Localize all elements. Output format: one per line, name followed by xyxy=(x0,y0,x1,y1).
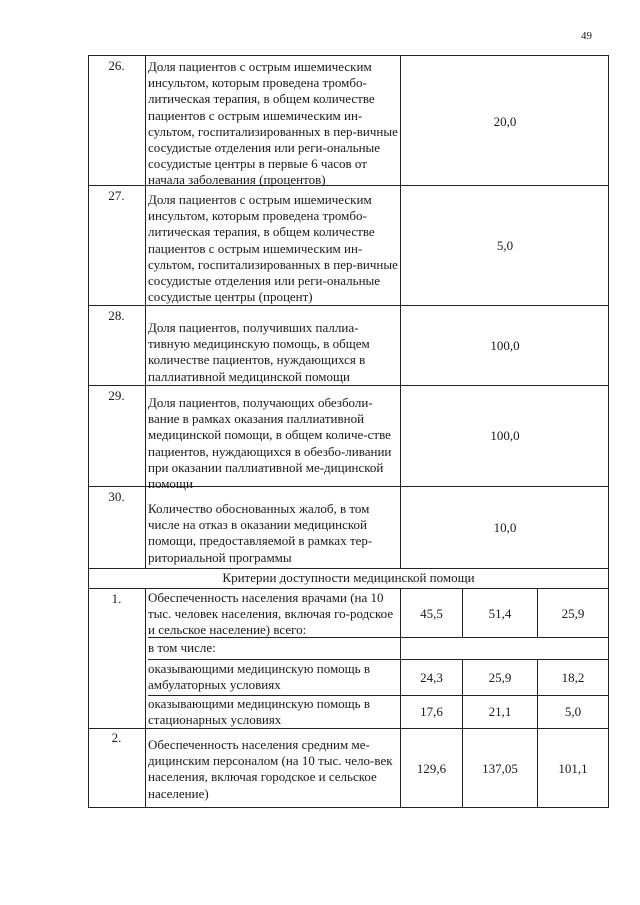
row-border xyxy=(88,807,609,808)
col-border xyxy=(145,55,146,568)
row-number: 26. xyxy=(108,58,125,73)
indicator-value: 25,9 xyxy=(488,670,512,685)
indicator-text: Доля пациентов, получивших паллиа-тивную медицинскую помощь, в общем количестве пациентов, нуждающихся в паллиативной медицинской помощи xyxy=(148,320,370,384)
row-border xyxy=(88,385,609,386)
col-border xyxy=(88,55,89,808)
indicator-value: 18,2 xyxy=(561,670,585,685)
row-border xyxy=(88,55,609,56)
indicator-value: 20,0 xyxy=(493,114,517,129)
indicators-table xyxy=(88,55,609,808)
indicator-text: Доля пациентов, получающих обезболи-вание в рамках оказания паллиативной медицинской помощи, в общем количе-стве пациентов, нуждающихся в обезбо-ливании при оказании паллиативной ме-дицинской помощи xyxy=(148,395,392,492)
row-number: 30. xyxy=(108,489,125,504)
indicator-text: Обеспеченность населения врачами (на 10 тыс. человек населения, включая го-родское и сельское население) всего: xyxy=(148,590,394,638)
col-border xyxy=(145,588,146,808)
indicator-value: 51,4 xyxy=(488,606,512,621)
indicator-text: оказывающими медицинскую помощь в амбулаторных условиях xyxy=(148,661,371,693)
indicator-text: Количество обоснованных жалоб, в том числе на отказ в оказании медицинской помощи, предоставляемой в рамках тер-риториальной программы xyxy=(148,501,373,565)
indicator-value: 100,0 xyxy=(490,428,520,443)
section-title: Критерии доступности медицинской помощи xyxy=(222,570,475,585)
row-border xyxy=(88,588,609,589)
indicator-value: 17,6 xyxy=(420,704,443,719)
indicator-text: в том числе: xyxy=(148,640,216,655)
indicator-value: 137,05 xyxy=(482,761,518,776)
row-border xyxy=(148,659,609,660)
col-border xyxy=(400,55,401,568)
indicator-text: Доля пациентов с острым ишемическим инсультом, которым проведена тромбо-литическая терапия, в общем количестве пациентов с острым ишемическим ин-сультом, госпитализированных в пер-вичные сосудистые отделения или реги-ональные сосудистые центры (процент) xyxy=(148,192,398,305)
indicator-value: 10,0 xyxy=(493,520,517,535)
indicator-text: Обеспеченность населения средним ме-дицинским персоналом (на 10 тыс. чело-век населения, включая городское и сельское население) xyxy=(148,737,393,801)
row-number: 28. xyxy=(108,308,125,323)
indicator-value: 101,1 xyxy=(558,761,588,776)
page-number: 49 xyxy=(581,30,592,42)
indicator-value: 5,0 xyxy=(564,704,582,719)
indicator-text: Доля пациентов с острым ишемическим инсультом, которым проведена тромбо-литическая терапия, в общем количестве пациентов с острым ишемическим ин-сультом, госпитализированных в пер-вичные сосудистые отделения или реги-ональные сосудистые центры в первые 6 часов от начала заболевания (процентов) xyxy=(148,59,398,188)
indicator-value: 100,0 xyxy=(490,338,520,353)
indicator-text: оказывающими медицинскую помощь в стационарных условиях xyxy=(148,696,371,728)
indicator-value: 25,9 xyxy=(561,606,585,621)
row-number: 27. xyxy=(108,188,125,203)
row-number: 29. xyxy=(108,388,125,403)
row-border xyxy=(88,568,609,569)
indicator-value: 129,6 xyxy=(416,761,447,776)
row-number: 2. xyxy=(111,730,122,745)
indicator-value: 24,3 xyxy=(420,670,443,685)
indicator-value: 21,1 xyxy=(488,704,512,719)
row-number: 1. xyxy=(111,591,122,606)
indicator-value: 5,0 xyxy=(496,238,514,253)
indicator-value: 45,5 xyxy=(420,606,443,621)
